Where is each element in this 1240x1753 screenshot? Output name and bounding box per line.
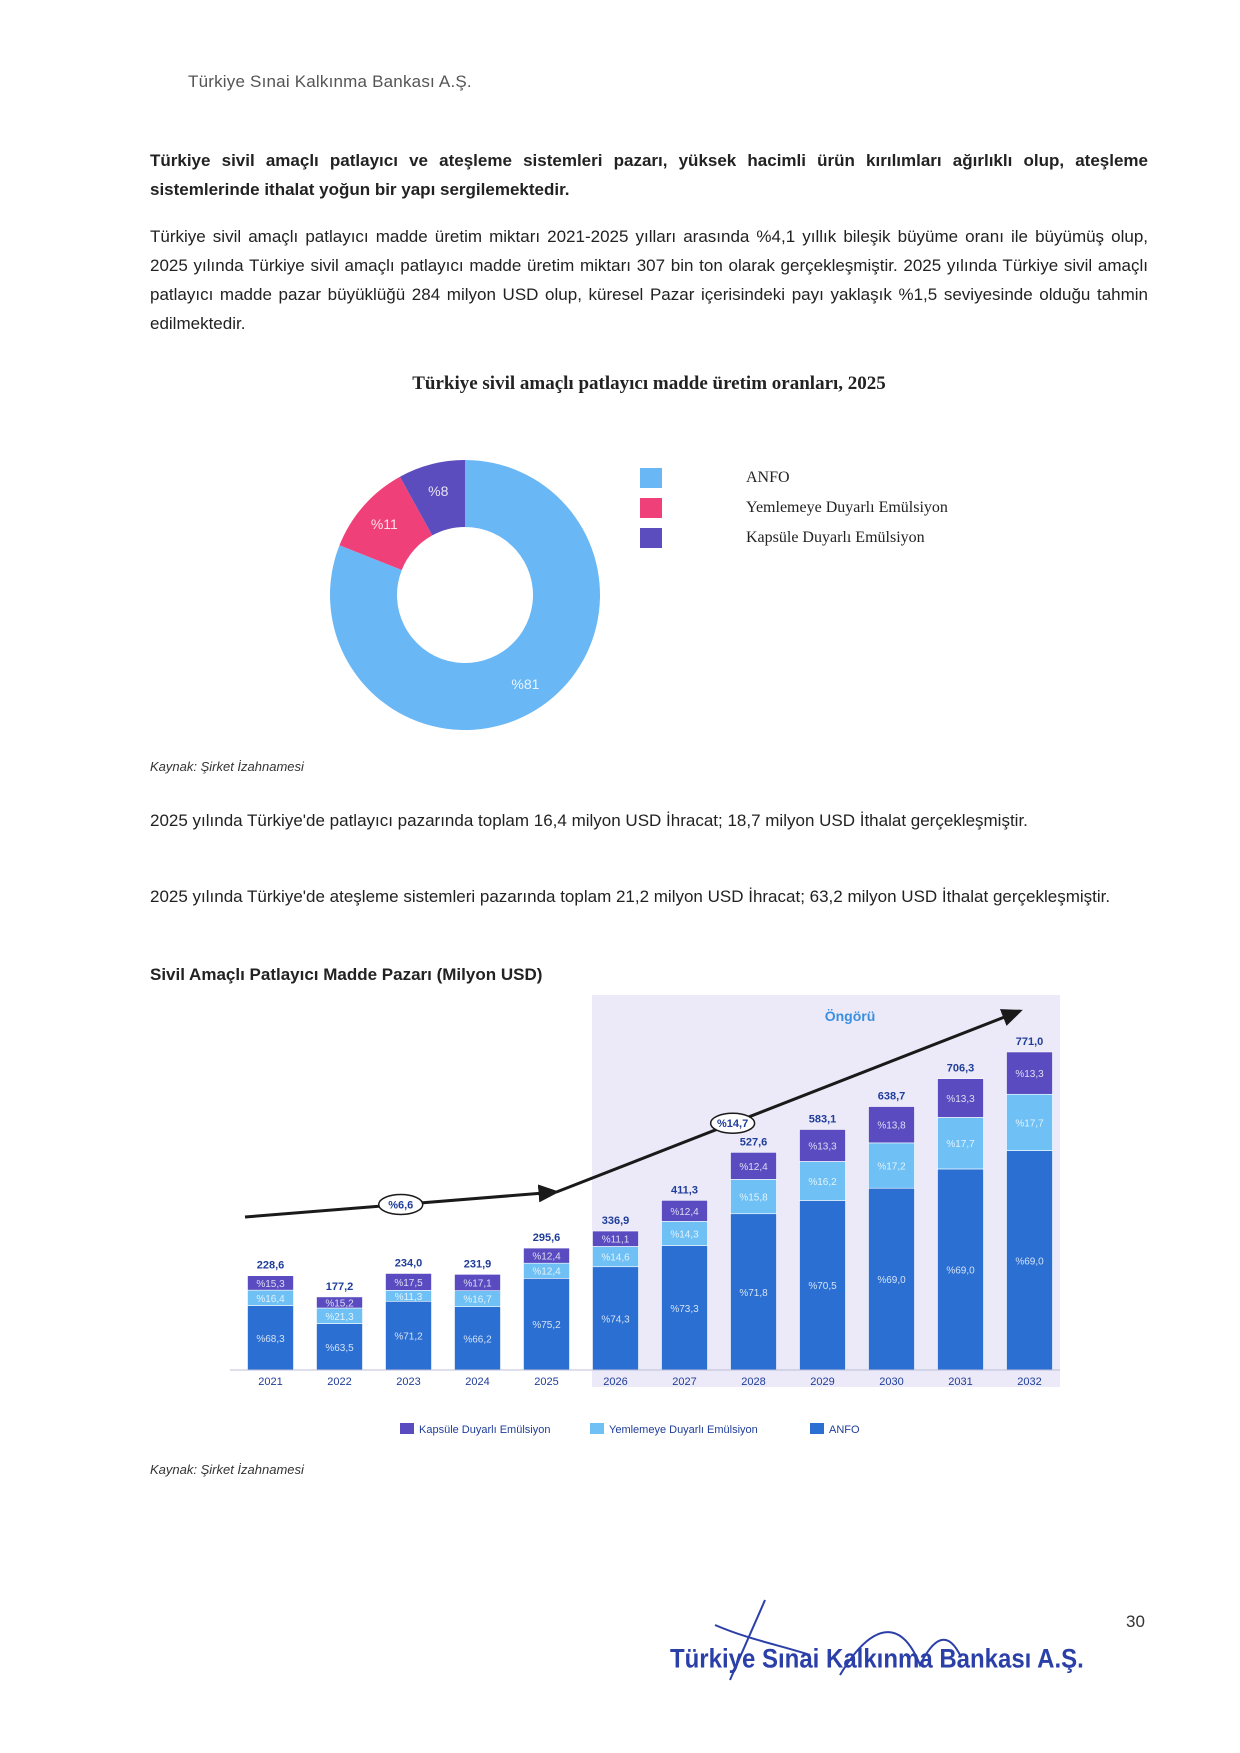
source-note-1: Kaynak: Şirket İzahnamesi: [150, 759, 304, 774]
bar-share-label-2023-1: %11,3: [394, 1291, 423, 1303]
production-paragraph: Türkiye sivil amaçlı patlayıcı madde üretim miktarı 2021-2025 yılları arasında %4,1 yıllık bileşik büyüme oranı ile büyümüş olup, 2025 yılında Türkiye sivil amaçlı patlayıcı madde üretim miktarı 307 bin ton olarak gerçekleşmiştir. 2025 yılında Türkiye sivil amaçlı patlayıcı madde pazar büyüklüğü 284 milyon USD olup, küresel Pazar içerisindeki payı yaklaşık %1,5 seviyesinde olduğu tahmin edilmektedir.: [150, 227, 1148, 333]
bar-share-label-2022-2: %15,2: [325, 1298, 354, 1310]
company-signature-stamp: [670, 1585, 1084, 1685]
signature-lettering: Türkiye Sınai Kalkınma Bankası A.Ş.: [670, 1644, 1084, 1674]
page-number: 30: [1126, 1612, 1145, 1631]
bar-total-label-2028: 527,6: [739, 1136, 768, 1149]
bar-total-label-2030: 638,7: [877, 1090, 906, 1103]
bar-total-label-2024: 231,9: [463, 1258, 492, 1271]
bar-share-label-2025-2: %12,4: [532, 1251, 561, 1263]
x-tick-label-2022: 2022: [327, 1376, 352, 1388]
bar-share-label-2027-2: %12,4: [670, 1206, 699, 1218]
bar-legend-label-0: ANFO: [829, 1424, 860, 1436]
cagr-label-0: %6,6: [388, 1199, 414, 1212]
x-tick-label-2028: 2028: [741, 1376, 766, 1388]
x-tick-label-2025: 2025: [534, 1376, 559, 1388]
bar-share-label-2027-1: %14,3: [670, 1229, 699, 1241]
bar-legend-label-1: Yemlemeye Duyarlı Emülsiyon: [609, 1424, 758, 1436]
bar-share-label-2026-1: %14,6: [601, 1252, 630, 1264]
bar-share-label-2024-0: %66,2: [463, 1334, 492, 1346]
bar-share-label-2021-2: %15,3: [256, 1278, 285, 1290]
bar-share-label-2024-2: %17,1: [463, 1278, 492, 1290]
bar-legend-label-2: Kapsüle Duyarlı Emülsiyon: [419, 1424, 551, 1436]
bar-share-label-2032-2: %13,3: [1015, 1069, 1044, 1081]
bar-share-label-2032-0: %69,0: [1015, 1256, 1044, 1268]
donut-chart-title: Türkiye sivil amaçlı patlayıcı madde üretim oranları, 2025: [412, 373, 886, 394]
bar-share-label-2031-1: %17,7: [946, 1139, 975, 1151]
bar-share-label-2027-0: %73,3: [670, 1303, 699, 1315]
x-tick-label-2023: 2023: [396, 1376, 421, 1388]
bar-share-label-2026-2: %11,1: [601, 1234, 630, 1246]
donut-slice-label-1: %11: [370, 515, 398, 532]
donut-legend-item-0: [640, 463, 948, 493]
bar-share-label-2025-0: %75,2: [532, 1320, 561, 1332]
x-tick-label-2021: 2021: [258, 1376, 283, 1388]
bar-share-label-2030-0: %69,0: [877, 1275, 906, 1287]
bar-share-label-2028-1: %15,8: [739, 1192, 768, 1204]
bar-share-label-2031-0: %69,0: [946, 1265, 975, 1277]
forecast-label: Öngörü: [824, 1008, 876, 1024]
bar-total-label-2032: 771,0: [1015, 1035, 1044, 1048]
x-tick-label-2029: 2029: [810, 1376, 835, 1388]
donut-legend-item-2: [640, 523, 948, 553]
bar-share-label-2022-0: %63,5: [325, 1342, 354, 1354]
bar-share-label-2021-1: %16,4: [256, 1293, 285, 1305]
bar-total-label-2029: 583,1: [808, 1113, 837, 1126]
bar-share-label-2028-2: %12,4: [739, 1161, 768, 1173]
donut-legend-label-2: Kapsüle Duyarlı Emülsiyon: [746, 529, 925, 546]
bar-legend-swatch-1: [590, 1423, 604, 1434]
bar-share-label-2029-0: %70,5: [808, 1281, 837, 1293]
donut-slice-label-2: %8: [428, 482, 449, 499]
x-tick-label-2030: 2030: [879, 1376, 904, 1388]
donut-legend-swatch-1: [640, 498, 662, 518]
bar-share-label-2023-0: %71,2: [394, 1331, 423, 1343]
page-header: Türkiye Sınai Kalkınma Bankası A.Ş.: [188, 72, 472, 91]
bar-total-label-2026: 336,9: [601, 1215, 630, 1228]
bar-share-label-2029-1: %16,2: [808, 1176, 837, 1188]
bar-chart-title: Sivil Amaçlı Patlayıcı Madde Pazarı (Milyon USD): [150, 965, 543, 984]
donut-slice-label-0: %81: [511, 675, 540, 692]
donut-legend-label-0: ANFO: [746, 469, 790, 486]
bar-share-label-2028-0: %71,8: [739, 1287, 768, 1299]
donut-legend-label-1: Yemlemeye Duyarlı Emülsiyon: [746, 499, 948, 516]
bar-share-label-2024-1: %16,7: [463, 1294, 492, 1306]
source-note-2: Kaynak: Şirket İzahnamesi: [150, 1462, 304, 1477]
lead-paragraph: Türkiye sivil amaçlı patlayıcı ve ateşleme sistemleri pazarı, yüksek hacimli ürün kırılımları ağırlıklı olup, ateşleme sistemlerinde ithalat yoğun bir yapı sergilemektedir.: [150, 151, 1148, 199]
bar-share-label-2030-1: %17,2: [877, 1161, 906, 1173]
donut-legend-swatch-2: [640, 528, 662, 548]
bar-total-label-2022: 177,2: [325, 1280, 354, 1293]
bar-legend-swatch-0: [810, 1423, 824, 1434]
bar-share-label-2021-0: %68,3: [256, 1333, 285, 1345]
x-tick-label-2024: 2024: [465, 1376, 490, 1388]
bar-total-label-2027: 411,3: [671, 1184, 698, 1197]
stacked-bar-chart: [230, 995, 1070, 1445]
x-tick-label-2027: 2027: [672, 1376, 697, 1388]
bar-share-label-2031-2: %13,3: [946, 1094, 975, 1106]
bar-total-label-2023: 234,0: [394, 1257, 423, 1270]
bar-share-label-2030-2: %13,8: [877, 1120, 906, 1132]
donut-legend: [640, 463, 948, 553]
bar-legend-swatch-2: [400, 1423, 414, 1434]
bar-share-label-2029-2: %13,3: [808, 1141, 837, 1153]
x-tick-label-2032: 2032: [1017, 1376, 1042, 1388]
bar-total-label-2031: 706,3: [946, 1062, 975, 1075]
x-tick-label-2026: 2026: [603, 1376, 628, 1388]
donut-chart: [320, 450, 610, 740]
cagr-label-1: %14,7: [717, 1118, 749, 1131]
bar-share-label-2032-1: %17,7: [1015, 1118, 1044, 1130]
ignition-trade-paragraph: 2025 yılında Türkiye'de ateşleme sistemleri pazarında toplam 21,2 milyon USD İhracat; 63,2 milyon USD İthalat gerçekleşmiştir.: [150, 887, 1111, 906]
bar-total-label-2025: 295,6: [532, 1232, 561, 1245]
x-tick-label-2031: 2031: [948, 1376, 973, 1388]
bar-share-label-2022-1: %21,3: [325, 1311, 354, 1323]
donut-legend-swatch-0: [640, 468, 662, 488]
bar-share-label-2026-0: %74,3: [601, 1314, 630, 1326]
bar-total-label-2021: 228,6: [256, 1259, 285, 1272]
bar-share-label-2023-2: %17,5: [394, 1277, 423, 1289]
donut-legend-item-1: [640, 493, 948, 523]
bar-share-label-2025-1: %12,4: [532, 1266, 561, 1278]
explosives-trade-paragraph: 2025 yılında Türkiye'de patlayıcı pazarında toplam 16,4 milyon USD İhracat; 18,7 milyon USD İthalat gerçekleşmiştir.: [150, 811, 1028, 830]
